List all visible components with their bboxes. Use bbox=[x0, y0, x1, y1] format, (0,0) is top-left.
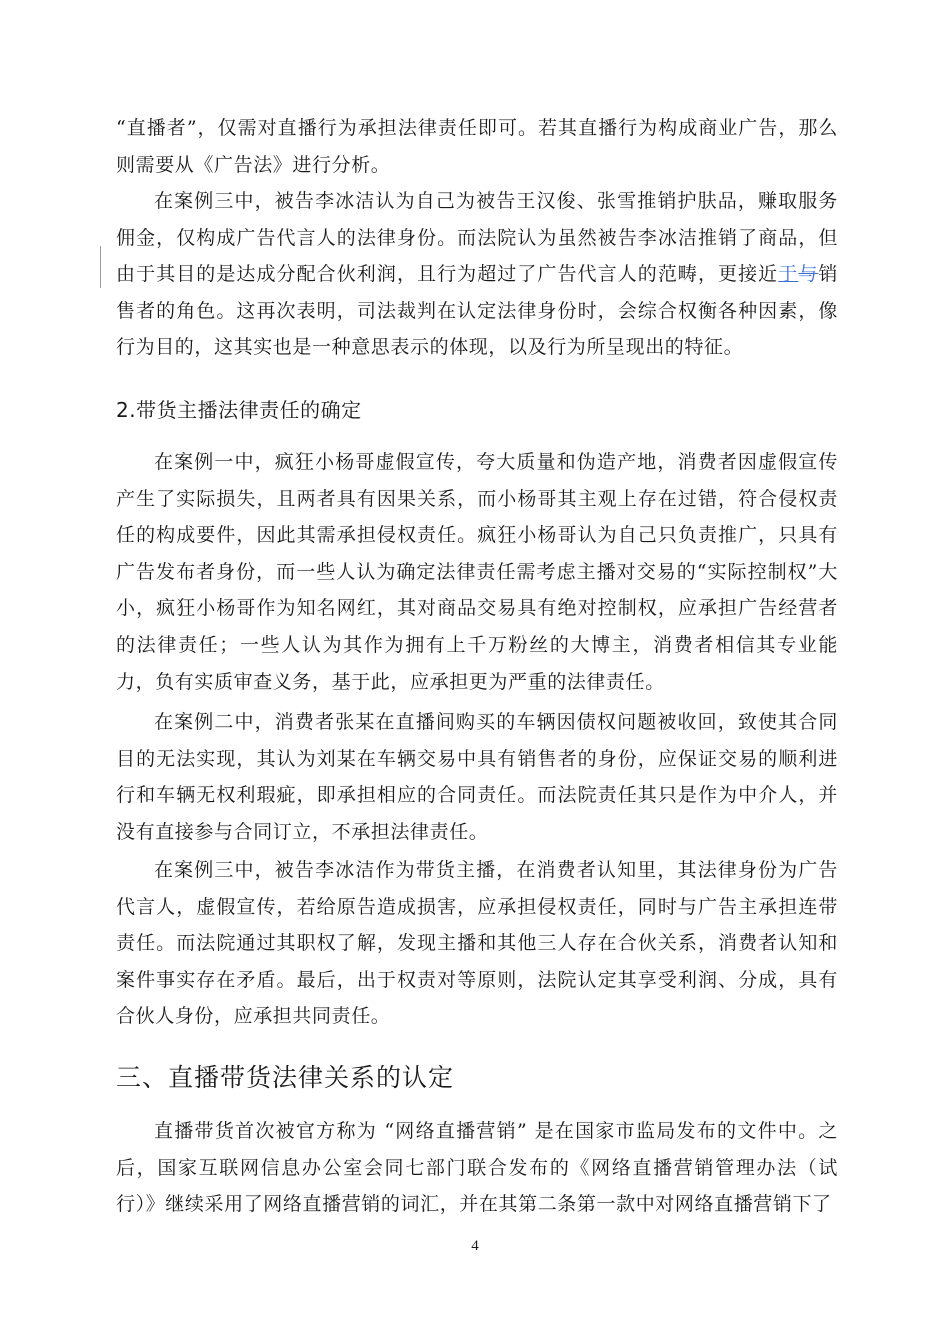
paragraph-continued: “直播者”，仅需对直播行为承担法律责任即可。若其直播行为构成商业广告，那么则需要从《广告法》进行分析。 bbox=[116, 117, 838, 176]
page-number: 4 bbox=[471, 1238, 479, 1254]
tracked-insertion[interactable]: 于 bbox=[778, 263, 799, 286]
paragraph-live-marketing: 直播带货首次被官方称为 “网络直播营销” 是在国家市监局发布的文件中。之后，国家互联网信息办公室会同七部门联合发布的《网络直播营销管理办法（试行）》继续采用了网络直播营销的词汇，并在其第二条第一款中对网络直播营销下了 bbox=[116, 1120, 838, 1216]
section-heading-2: 2.带货主播法律责任的确定 bbox=[116, 398, 362, 422]
paragraph-case3-liability: 在案例三中，被告李冰洁作为带货主播，在消费者认知里，其法律身份为广告代言人，虚假宣传，若给原告造成损害，应承担侵权责任，同时与广告主承担连带责任。而法院通过其职权了解，发现主播和其他三人存在合伙关系，消费者认知和案件事实存在矛盾。最后，出于权责对等原则，法院认定其享受利润、分成，具有合伙人身份，应承担共同责任。 bbox=[116, 859, 838, 1028]
paragraph-text-before-revision: 在案例三中，被告李冰洁认为自己为被告王汉俊、张雪推销护肤品，赚取服务佣金，仅构成广告代言人的法律身份。而法院认为虽然被告李冰洁推销了商品，但由于其目的是达成分配合伙利润，且行为超过了广告代言人的范畴，更接近 bbox=[116, 190, 838, 286]
paragraph-case1-liability: 在案例一中，疯狂小杨哥虚假宣传，夸大质量和伪造产地，消费者因虚假宣传产生了实际损失，且两者具有因果关系，而小杨哥其主观上存在过错，符合侵权责任的构成要件，因此其需承担侵权责任。疯狂小杨哥认为自己只负责推广，只具有广告发布者身份，而一些人认为确定法律责任需考虑主播对交易的“实际控制权”大小，疯狂小杨哥作为知名网红，其对商品交易具有绝对控制权，应承担广告经营者的法律责任；一些人认为其作为拥有上千万粉丝的大博主，消费者相信其专业能力，负有实质审查义务，基于此，应承担更为严重的法律责任。 bbox=[116, 451, 838, 693]
paragraph-text-after-revision: 销售者的角色。这再次表明，司法裁判在认定法律身份时，会综合权衡各种因素，像行为目的，这其实也是一种意思表示的体现，以及行为所呈现出的特征。 bbox=[116, 263, 838, 359]
paragraph-case2-liability: 在案例二中，消费者张某在直播间购买的车辆因债权问题被收回，致使其合同目的无法实现，其认为刘某在车辆交易中具有销售者的身份，应保证交易的顺利进行和车辆无权利瑕疵，即承担相应的合同责任。而法院责任其只是作为中介人，并没有直接参与合同订立，不承担法律责任。 bbox=[116, 711, 838, 843]
section-heading-1: 三、直播带货法律关系的认定 bbox=[116, 1063, 455, 1092]
paragraph-case3-identity bbox=[116, 183, 838, 366]
revision-change-bar bbox=[100, 246, 101, 288]
tracked-deletion[interactable]: 与 bbox=[798, 263, 819, 286]
